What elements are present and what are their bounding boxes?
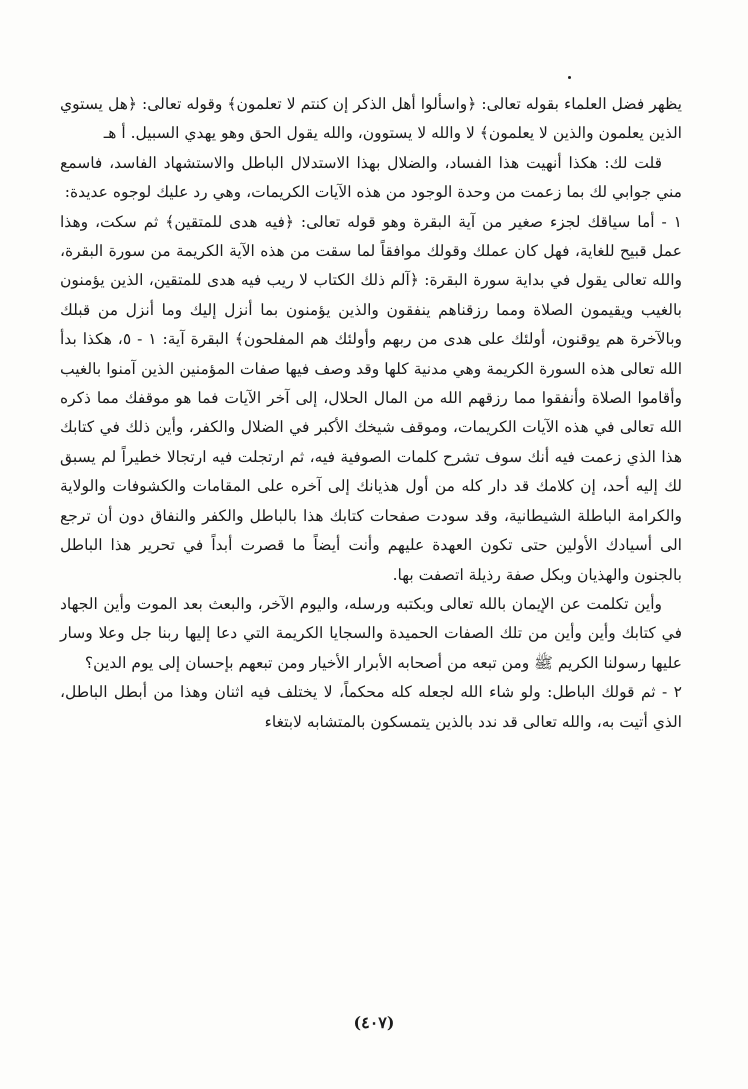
paragraph-1: يظهر فضل العلماء بقوله تعالى: ﴿واسألوا أهل الذكر إن كنتم لا تعلمون﴾ وقوله تعالى: ﴿هل يستوي الذين يعلمون والذين لا يعلمون﴾ لا والله لا يستوون، والله يقول الحق وهو يهدي السبيل. أ هـ [60,95,682,143]
paragraph-3: ١ - أما سياقك لجزء صغير من آية البقرة وهو قوله تعالى: ﴿فيه هدى للمتقين﴾ ثم سكت، وهذا عمل قبيح للغاية، فهل كان عملك وقولك موافقاً لما سقت من هذه الآية الكريمة من سورة البقرة، والله تعالى يقول في بداية سورة البقرة: ﴿آلم ذلك الكتاب لا ريب فيه هدى للمتقين، الذين يؤمنون بالغيب ويقيمون الصلاة ومما رزقناهم ينفقون والذين يؤمنون بما أنزل إليك وما أنزل من قبلك وبالآخرة هم يوقنون، أولئك على هدى من ربهم وأولئك هم المفلحون﴾ البقرة آية: ١ - ٥، هكذا بدأ الله تعالى هذه السورة الكريمة وهي مدنية كلها وقد وصف فيها صفات المؤمنين الذين آمنوا بالغيب وأقاموا الصلاة وأنفقوا مما رزقهم الله من المال الحلال، إلى آخر الآيات فما هو موقفك مما ذكره الله تعالى في هذه الآيات الكريمات، وموقف شيخك الأكبر في الضلال والكفر، وأين ذلك في كتابك هذا الذي زعمت فيه أنك سوف تشرح كلمات الصوفية فيه، ثم ارتجلت فيه ارتجالا خطيراً لم يسبق لك إليه أحد، إن كلامك قد دار كله من أول هذيانك إلى آخره على المقامات والكشوفات والولاية والكرامة الباطلة الشيطانية، وقد سودت صفحات كتابك هذا بالباطل والكفر والنفاق دون أن ترجع الى أسيادك الأولين حتى تكون العهدة عليهم وأنت أيضاً ما قصرت أبداً في تحرير هذا الباطل بالجنون والهذيان وبكل صفة رذيلة اتصفت بها. [60,212,683,584]
body-text [60,90,682,737]
page-number: (٤٠٧) [353,1013,395,1032]
paragraph-5: ٢ - ثم قولك الباطل: ولو شاء الله لجعله كله محكماً، لا يختلف فيه اثنان وهذا من أبطل الباطل، الذي أتيت به، والله تعالى قد ندد بالذين يتمسكون بالمتشابه لابتغاء [60,683,682,731]
paragraph-2: قلت لك: هكذا أنهيت هذا الفساد، والضلال بهذا الاستدلال الباطل والاستشهاد الفاسد، فاسمع مني جوابي لك بما زعمت من وحدة الوجود من هذه الآيات الكريمات، وهي رد عليك لوجوه عديدة: [60,153,682,202]
paragraph-4: وأين تكلمت عن الإيمان بالله تعالى وبكتبه ورسله، واليوم الآخر، والبعث بعد الموت وأين الجهاد في كتابك وأين وأين من تلك الصفات الحميدة والسجايا الكريمة التي دعا إليها ربنا جل وعلا وسار عليها رسولنا الكريم ﷺ ومن تبعه من أصحابه الأبرار الأخيار ومن تبعهم بإحسان إلى يوم الدين؟ [60,594,682,672]
ink-dot [568,76,571,79]
